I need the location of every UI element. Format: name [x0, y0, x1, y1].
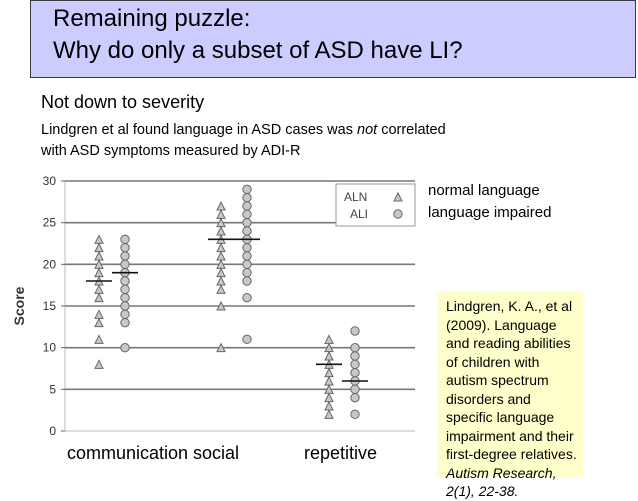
y-tick-label: 15 — [42, 299, 56, 313]
aln-point — [95, 335, 103, 343]
aln-point — [325, 352, 333, 360]
ali-point — [121, 318, 129, 326]
y-tick-label: 20 — [42, 257, 56, 272]
ali-point — [121, 243, 129, 251]
aln-point — [95, 252, 103, 260]
aln-point — [325, 377, 333, 385]
ali-point — [243, 260, 251, 268]
ali-point — [121, 260, 129, 268]
x-category-repetitive: repetitive — [304, 443, 378, 463]
aln-point — [325, 410, 333, 418]
reference-box — [437, 291, 583, 499]
ali-point — [121, 252, 129, 260]
aln-point — [217, 244, 225, 252]
aln-point — [95, 269, 103, 277]
x-category-communication: communication — [67, 443, 189, 463]
aln-point — [95, 310, 103, 318]
y-tick-label: 25 — [42, 215, 56, 230]
ali-point — [351, 327, 359, 335]
legend-label-aln: ALN — [344, 190, 368, 204]
slide-title-line1: Remaining puzzle: — [53, 5, 251, 32]
ali-point — [121, 302, 129, 310]
aln-point — [217, 285, 225, 293]
legend-note-normal: normal language — [428, 182, 540, 199]
legend-label-ali: ALI — [350, 207, 369, 221]
ali-point — [351, 343, 359, 351]
ali-point — [121, 343, 129, 351]
ali-point — [121, 277, 129, 285]
aln-point — [325, 369, 333, 377]
ali-point — [121, 235, 129, 243]
y-tick-label: 5 — [49, 382, 56, 397]
x-category-social: social — [193, 443, 240, 463]
ali-point — [351, 385, 359, 393]
ali-point — [351, 393, 359, 401]
legend-note-impaired: language impaired — [428, 204, 552, 221]
body-line-1-emphasis: not — [357, 122, 378, 138]
y-tick-label: 30 — [42, 174, 56, 188]
ali-point — [243, 293, 251, 301]
ali-point — [351, 410, 359, 418]
ali-point — [243, 277, 251, 285]
slide-subtitle: Not down to severity — [41, 92, 205, 112]
aln-point — [95, 319, 103, 327]
aln-point — [95, 285, 103, 293]
reference-citation: Lindgren, K. A., et al (2009). Language and reading abilities of children with autism spectrum disorders and specific language impairment and their first-degree relatives. — [446, 298, 577, 462]
ali-point — [243, 210, 251, 218]
ali-point — [121, 310, 129, 318]
aln-point — [217, 277, 225, 285]
ali-point — [351, 360, 359, 368]
ali-point — [243, 335, 251, 343]
ali-point — [351, 368, 359, 376]
aln-point — [217, 269, 225, 277]
y-tick-label: 10 — [42, 340, 56, 355]
reference-journal: Autism Research, 2(1), 22-38. — [446, 464, 557, 499]
aln-point — [217, 202, 225, 210]
ali-point — [243, 185, 251, 193]
aln-point — [217, 252, 225, 260]
aln-point — [325, 402, 333, 410]
ali-point — [243, 218, 251, 226]
body-line-1-part-a: Lindgren et al found language in ASD cases was — [41, 122, 357, 138]
ali-point — [243, 252, 251, 260]
ali-point — [243, 202, 251, 210]
aln-point — [217, 210, 225, 218]
aln-point — [217, 227, 225, 235]
ali-point — [121, 293, 129, 301]
legend-circle-marker — [394, 210, 402, 218]
aln-point — [95, 244, 103, 252]
ali-point — [121, 285, 129, 293]
body-line-1-part-b: correlated — [377, 122, 446, 138]
ali-point — [243, 193, 251, 201]
aln-point — [325, 335, 333, 343]
aln-point — [95, 294, 103, 302]
aln-point — [95, 360, 103, 368]
slide-title-line2: Why do only a subset of ASD have LI? — [53, 37, 463, 64]
aln-point — [95, 235, 103, 243]
aln-point — [325, 394, 333, 402]
y-tick-label: 0 — [49, 424, 56, 438]
y-axis-label: Score — [11, 286, 27, 326]
ali-point — [243, 227, 251, 235]
body-line-2: with ASD symptoms measured by ADI-R — [41, 143, 301, 159]
ali-point — [243, 243, 251, 251]
ali-point — [351, 352, 359, 360]
ali-point — [243, 268, 251, 276]
